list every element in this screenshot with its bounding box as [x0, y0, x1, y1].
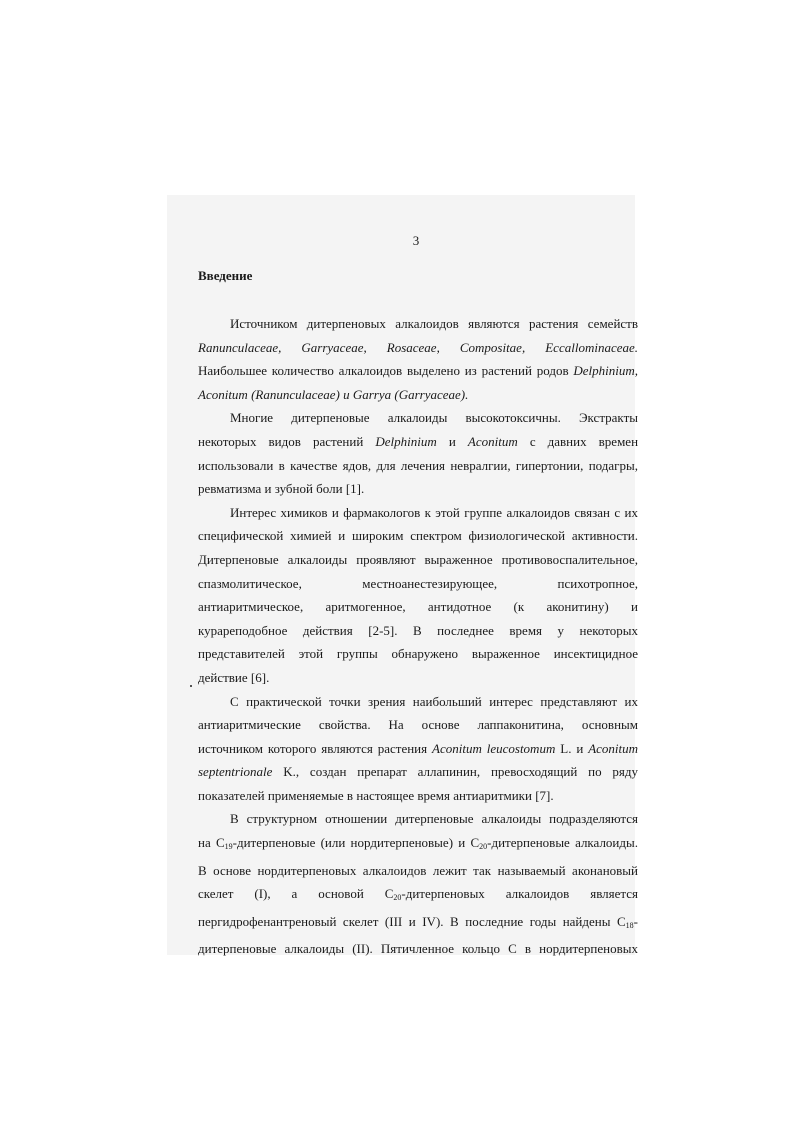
p5-line-1: В структурном отношении дитерпеновые алкалоиды подразделяются [230, 811, 638, 827]
text: антидотное [427, 599, 492, 615]
p1-line-4-text: Aconitum (Ranunculaceae) и Garrya (Garryaceae). [198, 386, 469, 402]
body-text [198, 312, 638, 961]
p3-line-6: курареподобное действия [2-5]. В последнее время у некоторых [198, 622, 638, 638]
section-heading: Введение [198, 268, 253, 283]
text: некоторых видов растений [198, 433, 364, 449]
text: аконитину) [546, 599, 609, 615]
p2-line-3: использовали в качестве ядов, для лечения невралгии, гипертонии, подагры, [198, 457, 638, 473]
species-name: Aconitum leucostomum [432, 740, 556, 756]
text: и [631, 599, 638, 615]
genus-name: Aconitum [588, 740, 639, 756]
subscript: 20 [393, 893, 402, 903]
paragraph-3 [198, 501, 638, 690]
paragraph-1 [198, 312, 638, 406]
paragraph-4 [198, 690, 638, 808]
text: - [633, 913, 638, 929]
p5-line-6: дитерпеновые алкалоиды (II). Пятичленное кольцо C в нордитерпеновых [198, 941, 638, 957]
p3-line-7: представителей этой группы обнаружено выраженное инсектицидное [198, 646, 638, 662]
p3-line-8: действие [6]. [198, 669, 270, 685]
text: и [448, 433, 456, 449]
text: (к [513, 599, 525, 615]
p5-line-4 [198, 882, 638, 910]
paragraph-5 [198, 807, 638, 961]
p3-line-4 [198, 572, 638, 596]
text: на C [198, 835, 225, 851]
p3-line-2: специфической химией и широким спектром физиологической активности. [198, 528, 638, 544]
p5-line-3: В основе нордитерпеновых алкалоидов лежит так называемый аконановый [198, 862, 638, 878]
family-name: Ranunculaceae, [198, 339, 282, 355]
text: скелет (I), а основой C [198, 886, 394, 902]
p1-line-2-families [198, 336, 638, 360]
p4-line-4 [198, 760, 638, 784]
text: пергидрофенантреновый скелет (III и IV). В последние годы найдены C [198, 913, 626, 929]
subscript: 18 [625, 920, 634, 930]
genus-name: Delphinium [375, 433, 437, 449]
text: психотропное, [557, 575, 638, 591]
p4-line-5: показателей применяемые в настоящее время антиаритмики [7]. [198, 787, 554, 803]
page-number: 3 [412, 233, 420, 248]
text: спазмолитическое, [198, 575, 302, 591]
subscript: 19 [224, 842, 233, 852]
text: с давних времен [529, 433, 639, 449]
text: -дитерпеновых алкалоидов является [401, 886, 638, 902]
p5-line-5 [198, 910, 638, 938]
text: источником которого являются растения [198, 740, 428, 756]
text: -дитерпеновые (или нордитерпеновые) и C [232, 835, 480, 851]
text: -дитерпеновые алкалоиды. [487, 835, 638, 851]
p3-line-3: Дитерпеновые алкалоиды проявляют выраженное противовоспалительное, [198, 551, 638, 567]
p1-line-3 [198, 359, 638, 383]
species-name: septentrionale [198, 764, 273, 780]
p4-line-3 [198, 737, 638, 761]
family-name: Eccallominaceae. [545, 339, 638, 355]
family-name: Compositae, [459, 339, 526, 355]
p1-line-4 [198, 383, 638, 407]
family-name: Garryaceae, [301, 339, 367, 355]
text: аритмогенное, [325, 599, 406, 615]
p2-line-1: Многие дитерпеновые алкалоиды высокотоксичны. Экстракты [230, 410, 638, 426]
p2-line-2 [198, 430, 638, 454]
p3-line-1: Интерес химиков и фармакологов к этой группе алкалоидов связан с их [230, 504, 638, 520]
subscript: 20 [479, 842, 488, 852]
p4-line-1: С практической точки зрения наибольший интерес представляют их [230, 693, 638, 709]
text: антиаритмическое, [198, 599, 304, 615]
family-name: Rosaceae, [386, 339, 440, 355]
text: L. и [560, 740, 584, 756]
p4-line-2: антиаритмические свойства. На основе лаппаконитина, основным [198, 717, 638, 733]
genus-name: Delphinium, [573, 363, 639, 379]
text: местноанестезирующее, [362, 575, 498, 591]
p1-line-1: Источником дитерпеновых алкалоидов являются растения семейств [230, 316, 638, 331]
paragraph-2 [198, 406, 638, 500]
p1-line-3-text: Наибольшее количество алкалоидов выделено из растений родов [198, 363, 569, 379]
text: K., создан препарат аллапинин, превосходящий по ряду [283, 764, 639, 780]
genus-name: Aconitum [467, 433, 518, 449]
p3-line-5 [198, 595, 638, 619]
p5-line-2 [198, 831, 638, 859]
p2-line-4: ревматизма и зубной боли [1]. [198, 481, 365, 497]
scan-speck [190, 685, 192, 687]
